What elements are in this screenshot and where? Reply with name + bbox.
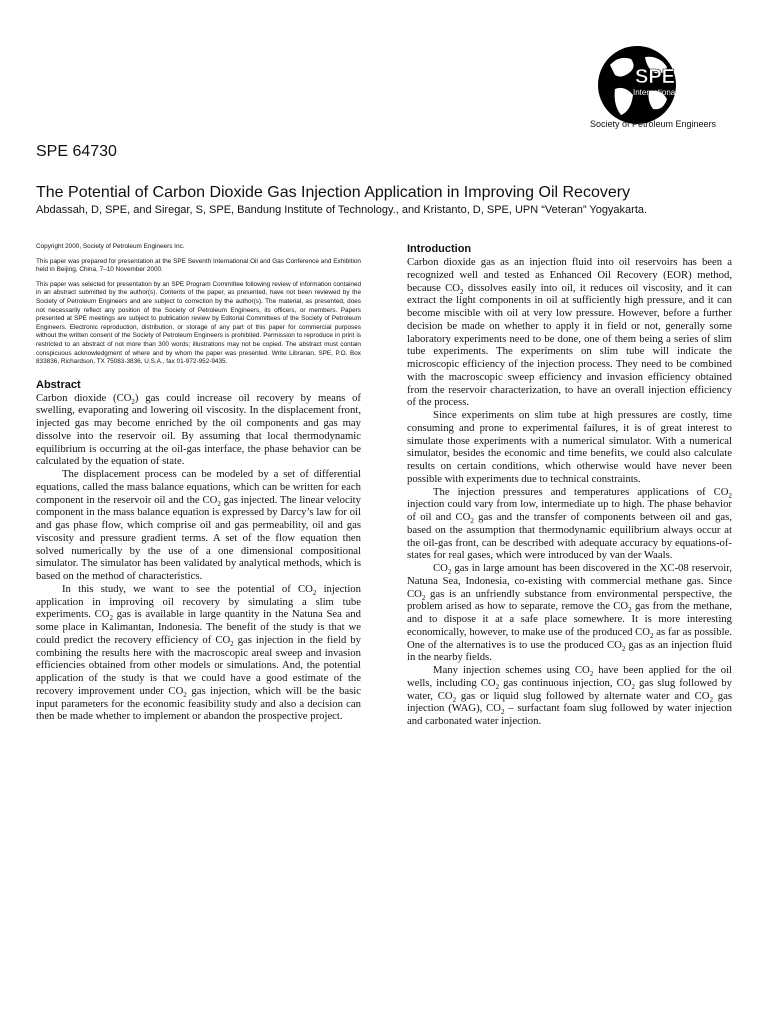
abstract-paragraph: In this study, we want to see the potential of $CO_2$ injection application in improving oil recovery by simulating a slim tube experiments. $CO_2$ gas is available in large quantity in the Natuna Sea and some place in Kalimantan, Indonesia. The benefit of the study is that we could predict the recovery efficiency of $CO_2$ gas injection in the field by combining the results here with the macroscopic areal sweep and invasion efficiencies obtained from other models or simulations. And, the potential application of the study is that we could have a good estimate of the recovery improvement under $CO_2$ gas injection, which will be the basic input parameters for the economic feasibility study and also a decision can then be made whether to implement or abandon the prospective project. — [36, 582, 361, 723]
abstract-heading: Abstract — [36, 378, 81, 391]
abstract-paragraph: The displacement process can be modeled by a set of differential equations, called the mass balance equations, which can be written for each component in the reservoir oil and the $CO_2$ gas injected. The linear velocity component in the mass balance equation is expressed by Darcy’s law for oil and gas phase flow, which comprise oil and gas permeability, oil and gas viscosity and pressure gradient terms. A set of the flow equation then solved numerically by the use of a one dimensional compositional simulator. The simulator has been validated by analytical methods, which is based on the method of characteristics. — [36, 468, 361, 583]
introduction-section — [407, 243, 732, 728]
presentation-notice: This paper was prepared for presentation at the SPE Seventh International Oil and Gas Conference and Exhibition held in Beijing, China, 7–10 November 2000. — [36, 257, 361, 274]
review-notice: This paper was selected for presentation by an SPE Program Committee following review of information contained in an abstract submitted by the author(s). Contents of the paper, as presented, have not been reviewed by the Society of Petroleum Engineers and are subject to correction by the author(s). The material, as presented, does not necessarily reflect any position of the Society of Petroleum Engineers, its officers, or members. Papers presented at SPE meetings are subject to publication review by Editorial Committees of the Society of Petroleum Engineers. Electronic reproduction, distribution, or storage of any part of this paper for commercial purposes without the written consent of the Society of Petroleum Engineers is prohibited. Permission to reproduce in print is restricted to an abstract of not more than 300 words; illustrations may not be copied. The abstract must contain conspicuous acknowledgment of where and by whom the paper was presented. Write Librarian, SPE, P.O. Box 833836, Richardson, TX 75083-3836, U.S.A., fax 01-972-952-9435. — [36, 280, 361, 366]
abstract-paragraph: Carbon dioxide $(CO_2)$ gas could increase oil recovery by means of swelling, evaporating and lowering oil viscosity. In the displacement front, injected gas may become enriched by the oil components and gas may dissolve into the reservoir oil. By assuming that local thermodynamic equilibrium is occurring at the oil-gas interface, the phase behavior can be calculated by the equation of state. — [36, 391, 361, 468]
logo-subtext: International — [633, 88, 678, 97]
logo-caption: Society of Petroleum Engineers — [589, 119, 717, 129]
left-column — [36, 243, 361, 723]
introduction-paragraph: Carbon dioxide gas as an injection fluid into oil reservoirs has been a recognized well and tested as Enhanced Oil Recovery (EOR) method, because $CO_2$ dissolves easily into oil, it reduces oil viscosity, and it can extract the light components in oil at sufficiently high pressure, and it can become miscible with oil at very low pressure. However, before a further decision be made on whether to apply it in field or not, generally some laboratory experiments need to be done, one of them being a series of slim tube experiments. The experiments on slim tube will indicate the microscopic efficiency of the injection process. They need to be combined with the macroscopic sweep efficiency and invasion efficiency obtained from the reservoir characterization, to have an overall injection efficiency of the process. — [407, 256, 732, 409]
abstract-section — [36, 379, 361, 724]
copyright-notice: Copyright 2000, Society of Petroleum Engineers Inc. — [36, 243, 185, 250]
introduction-paragraph: The injection pressures and temperatures applications of $CO_2$ injection could vary from low, intermediate up to high. The phase behavior of oil and $CO_2$ gas and the transfer of components between oil and gas, based on the assumption that thermodynamic equilibrium always occur at the oil-gas front, can be described with adequate accuracy by equations-of-states for real gases, which were introduced by van der Waals. — [407, 485, 732, 562]
introduction-paragraph: $CO_2$ gas in large amount has been discovered in the XC-08 reservoir, Natuna Sea, Indonesia, co-existing with commercial methane gas. Since $CO_2$ gas is an unfriendly substance from environmental perspective, the problem arised as how to separate, remove the $CO_2$ gas from the methane, and to dispose it at a safe place somewhere. It is more interesting economically, however, to make use of the produced $CO_2$ as far as possible. One of the alternatives is to use the produced $CO_2$ gas as an injection fluid in the nearby fields. — [407, 562, 732, 664]
introduction-heading: Introduction — [407, 243, 472, 255]
front-matter — [36, 243, 361, 367]
logo-text: SPE — [635, 66, 676, 88]
paper-number: SPE 64730 — [36, 143, 117, 160]
authors: Abdassah, D, SPE, and Siregar, S, SPE, Bandung Institute of Technology., and Kristanto, D, SPE, UPN “Veteran” Yogyakarta. — [36, 204, 648, 216]
introduction-paragraph: Many injection schemes using $CO_2$ have been applied for the oil wells, including $CO_2$ gas continuous injection, $CO_2$ gas slug followed by water, $CO_2$ gas or liquid slug followed by alternate water and $CO_2$ gas injection (WAG), $CO_2$ – surfactant foam slug followed by water injection and carbonated water injection. — [407, 664, 733, 727]
paper-title: The Potential of Carbon Dioxide Gas Injection Application in Improving Oil Recovery — [36, 184, 631, 201]
introduction-paragraph: Since experiments on slim tube at high pressures are costly, time consuming and prone to experimental failures, it is of great interest to simulate those experiments with a numerical simulator. With a numerical simulator, besides the economic and time benefits, we could also calculate results on certain conditions, which otherwise would have never been possible with experiments due to technical constraints. — [407, 409, 732, 485]
